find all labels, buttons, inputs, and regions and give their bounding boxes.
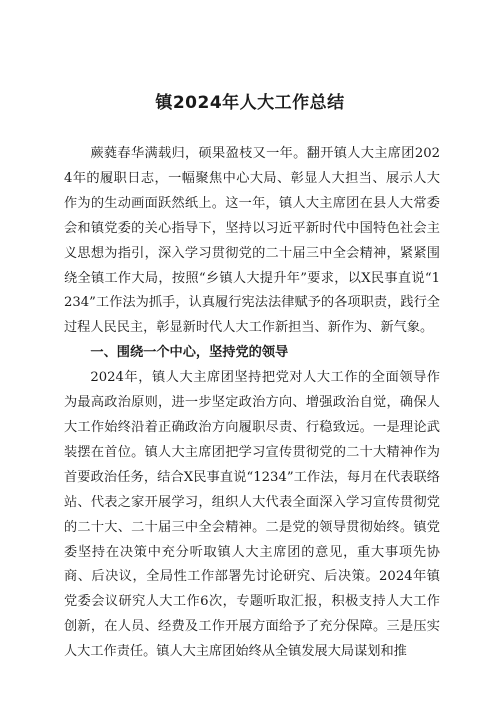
section-paragraph: 2024年，镇人大主席团坚持把党对人大工作的全面领导作为最高政治原则，进一步坚定政治方向、增强政治自觉，确保人大工作始终沿着正确政治方向履职尽责、行稳致远。一是理论武装摆在首位。镇人大主席团把学习宣传贯彻党的二十大精神作为首要政治任务，结合X民事直说“1234”工作法，每月在代表联络站、代表之家开展学习，组织人大代表全面深入学习宣传贯彻党的二十大、二十届三中全会精神。二是党的领导贯彻始终。镇党委坚持在决策中充分听取镇人大主席团的意见，重大事项先协商、后决议，全局性工作部署先讨论研究、后决策。2024年镇党委会议研究人大工作6次，专题听取汇报，积极支持人大工作创新，在人员、经费及工作开展方面给予了充分保障。三是压实人大工作责任。镇人大主席团始终从全镇发展大局谋划和推 <box>64 370 440 660</box>
document-body <box>64 142 440 665</box>
document-title: 镇2024年人大工作总结 <box>155 93 345 113</box>
section-heading: 一、围绕一个中心，坚持党的领导 <box>90 345 289 361</box>
intro-paragraph: 蕨蕤春华满载归，硕果盈枝又一年。翻开镇人大主席团2024年的履职日志，一幅聚焦中心大局、彰显人大担当、展示人大作为的生动画面跃然纸上。这一年，镇人大主席团在县人大常委会和镇党委的关心指导下，坚持以习近平新时代中国特色社会主义思想为指引，深入学习贯彻党的二十届三中全会精神，紧紧围绕全镇工作大局，按照“乡镇人大提升年”要求，以X民事直说“1234”工作法为抓手，认真履行宪法法律赋予的各项职责，践行全过程人民民主，彰显新时代人大工作新担当、新作为、新气象。 <box>64 146 440 336</box>
